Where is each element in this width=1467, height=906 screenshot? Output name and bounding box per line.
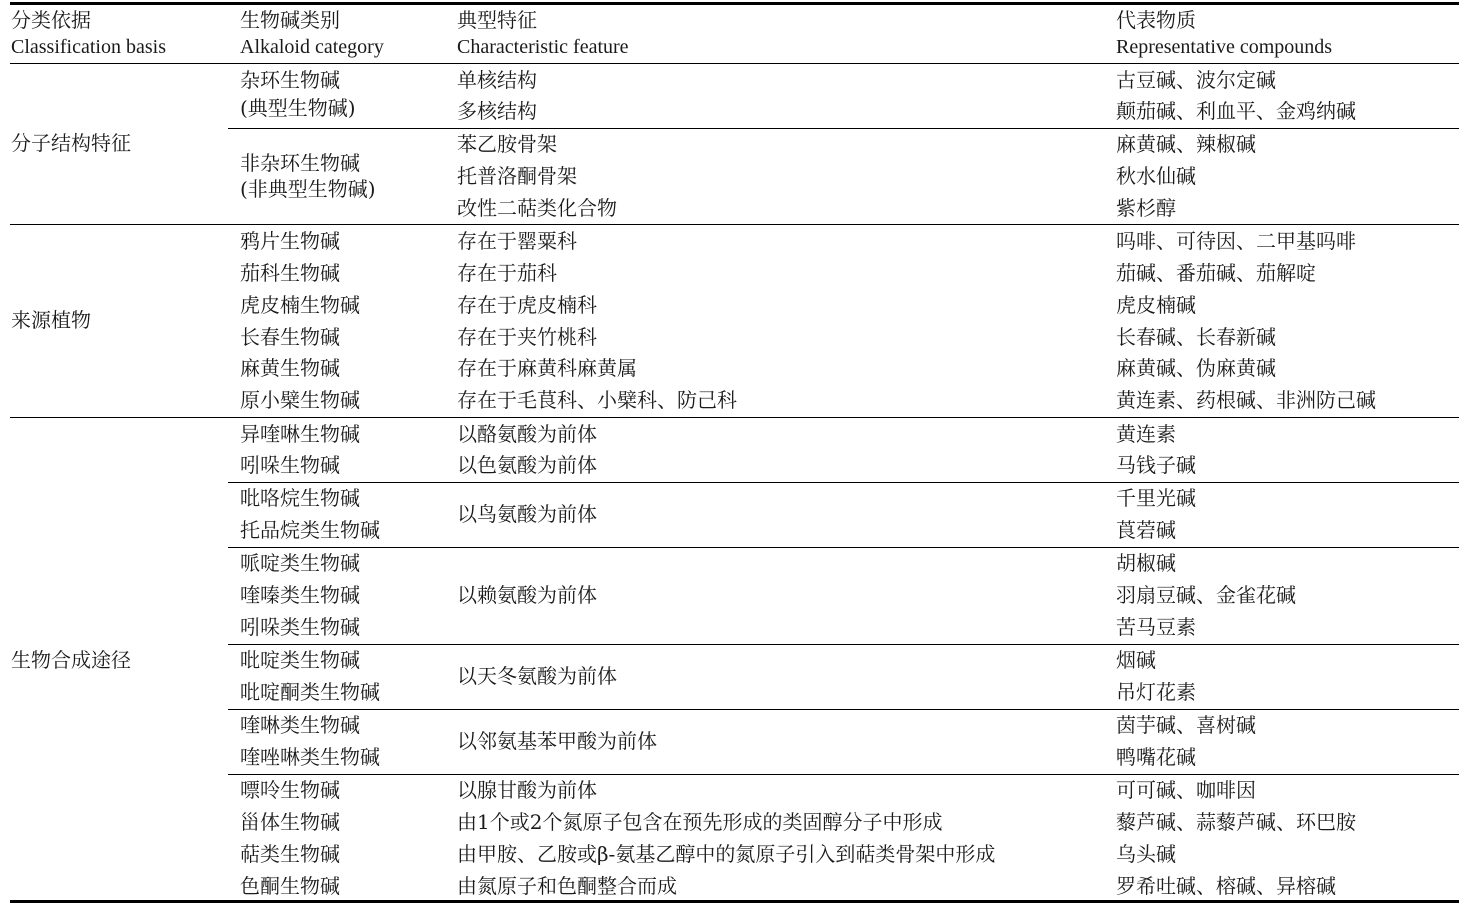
category-cell: 杂环生物碱: [240, 68, 340, 92]
feature-cell: 由甲胺、乙胺或β-氨基乙醇中的氮原子引入到萜类骨架中形成: [457, 842, 996, 866]
compound-cell: 胡椒碱: [1116, 551, 1176, 575]
compound-cell: 羽扇豆碱、金雀花碱: [1116, 583, 1296, 607]
compound-cell: 吊灯花素: [1116, 680, 1196, 704]
category-cell: 甾体生物碱: [240, 810, 340, 834]
feature-cell: 以鸟氨酸为前体: [457, 502, 597, 526]
header-feature-zh: 典型特征: [457, 8, 537, 32]
compound-cell: 乌头碱: [1116, 842, 1176, 866]
group-divider: [228, 709, 1459, 710]
category-cell: 原小檗生物碱: [240, 388, 360, 412]
compound-cell: 吗啡、可待因、二甲基吗啡: [1116, 229, 1356, 253]
compound-cell: 茵芋碱、喜树碱: [1116, 713, 1256, 737]
category-cell: 萜类生物碱: [240, 842, 340, 866]
feature-cell: 存在于罂粟科: [457, 229, 577, 253]
feature-cell: 多核结构: [457, 99, 537, 123]
compound-cell: 秋水仙碱: [1116, 164, 1196, 188]
table-bottom-rule: [10, 900, 1459, 903]
compound-cell: 烟碱: [1116, 648, 1156, 672]
group-divider: [228, 774, 1459, 775]
compound-cell: 千里光碱: [1116, 486, 1196, 510]
feature-cell: 存在于毛茛科、小檗科、防己科: [457, 388, 737, 412]
feature-cell: 由1个或2个氮原子包含在预先形成的类固醇分子中形成: [457, 810, 943, 834]
header-basis-zh: 分类依据: [11, 8, 91, 32]
feature-cell: 存在于虎皮楠科: [457, 293, 597, 317]
feature-cell: 苯乙胺骨架: [457, 132, 557, 156]
feature-cell: 以腺甘酸为前体: [457, 778, 597, 802]
feature-cell: 以天冬氨酸为前体: [457, 664, 617, 688]
header-compounds-zh: 代表物质: [1116, 8, 1196, 32]
basis-cell: 分子结构特征: [11, 131, 131, 155]
group-divider: [228, 482, 1459, 483]
compound-cell: 藜芦碱、蒜藜芦碱、环巴胺: [1116, 810, 1356, 834]
compound-cell: 麻黄碱、辣椒碱: [1116, 132, 1256, 156]
compound-cell: 茄碱、番茄碱、茄解啶: [1116, 261, 1316, 285]
category-cell: 非杂环生物碱: [240, 151, 360, 175]
section-divider: [10, 417, 1459, 418]
group-divider: [228, 644, 1459, 645]
category-cell: 喹唑啉类生物碱: [240, 745, 380, 769]
basis-cell: 生物合成途径: [11, 648, 131, 672]
feature-cell: 以色氨酸为前体: [457, 453, 597, 477]
feature-cell: 存在于茄科: [457, 261, 557, 285]
header-bottom-rule: [10, 63, 1459, 64]
category-cell: 嘌呤生物碱: [240, 778, 340, 802]
category-cell: 长春生物碱: [240, 325, 340, 349]
category-cell: (典型生物碱): [240, 96, 356, 120]
category-cell: 鸦片生物碱: [240, 229, 340, 253]
category-cell: 托品烷类生物碱: [240, 518, 380, 542]
compound-cell: 莨菪碱: [1116, 518, 1176, 542]
header-category-en: Alkaloid category: [240, 36, 384, 58]
group-divider: [228, 547, 1459, 548]
compound-cell: 虎皮楠碱: [1116, 293, 1196, 317]
category-cell: 吲哚类生物碱: [240, 615, 360, 639]
header-category-zh: 生物碱类别: [240, 8, 340, 32]
compound-cell: 鸭嘴花碱: [1116, 745, 1196, 769]
compound-cell: 长春碱、长春新碱: [1116, 325, 1276, 349]
category-cell: 哌啶类生物碱: [240, 551, 360, 575]
basis-cell: 来源植物: [11, 308, 91, 332]
compound-cell: 麻黄碱、伪麻黄碱: [1116, 356, 1276, 380]
category-cell: 茄科生物碱: [240, 261, 340, 285]
compound-cell: 黄连素、药根碱、非洲防己碱: [1116, 388, 1376, 412]
compound-cell: 马钱子碱: [1116, 453, 1196, 477]
category-cell: 吡啶酮类生物碱: [240, 680, 380, 704]
category-cell: 吲哚生物碱: [240, 453, 340, 477]
compound-cell: 可可碱、咖啡因: [1116, 778, 1256, 802]
compound-cell: 苦马豆素: [1116, 615, 1196, 639]
section-divider: [10, 224, 1459, 225]
feature-cell: 存在于麻黄科麻黄属: [457, 356, 637, 380]
feature-cell: 单核结构: [457, 68, 537, 92]
category-cell: 麻黄生物碱: [240, 356, 340, 380]
group-divider: [228, 128, 1459, 129]
feature-cell: 以赖氨酸为前体: [457, 583, 597, 607]
header-feature-en: Characteristic feature: [457, 36, 629, 58]
category-cell: 喹嗪类生物碱: [240, 583, 360, 607]
category-cell: 异喹啉生物碱: [240, 422, 360, 446]
category-cell: 吡咯烷生物碱: [240, 486, 360, 510]
category-cell: 吡啶类生物碱: [240, 648, 360, 672]
category-cell: 色酮生物碱: [240, 874, 340, 898]
category-cell: 喹啉类生物碱: [240, 713, 360, 737]
header-compounds-en: Representative compounds: [1116, 36, 1333, 58]
category-cell: 虎皮楠生物碱: [240, 293, 360, 317]
table-top-rule: [10, 2, 1459, 5]
feature-cell: 改性二萜类化合物: [457, 196, 617, 220]
compound-cell: 颠茄碱、利血平、金鸡纳碱: [1116, 99, 1356, 123]
compound-cell: 紫杉醇: [1116, 196, 1176, 220]
category-cell: (非典型生物碱): [240, 177, 376, 201]
header-basis-en: Classification basis: [11, 36, 166, 58]
feature-cell: 以酪氨酸为前体: [457, 422, 597, 446]
compound-cell: 罗希吐碱、榕碱、异榕碱: [1116, 874, 1336, 898]
feature-cell: 以邻氨基苯甲酸为前体: [457, 729, 657, 753]
feature-cell: 存在于夹竹桃科: [457, 325, 597, 349]
compound-cell: 黄连素: [1116, 422, 1176, 446]
compound-cell: 古豆碱、波尔定碱: [1116, 68, 1276, 92]
feature-cell: 托普洛酮骨架: [457, 164, 577, 188]
feature-cell: 由氮原子和色酮整合而成: [457, 874, 677, 898]
